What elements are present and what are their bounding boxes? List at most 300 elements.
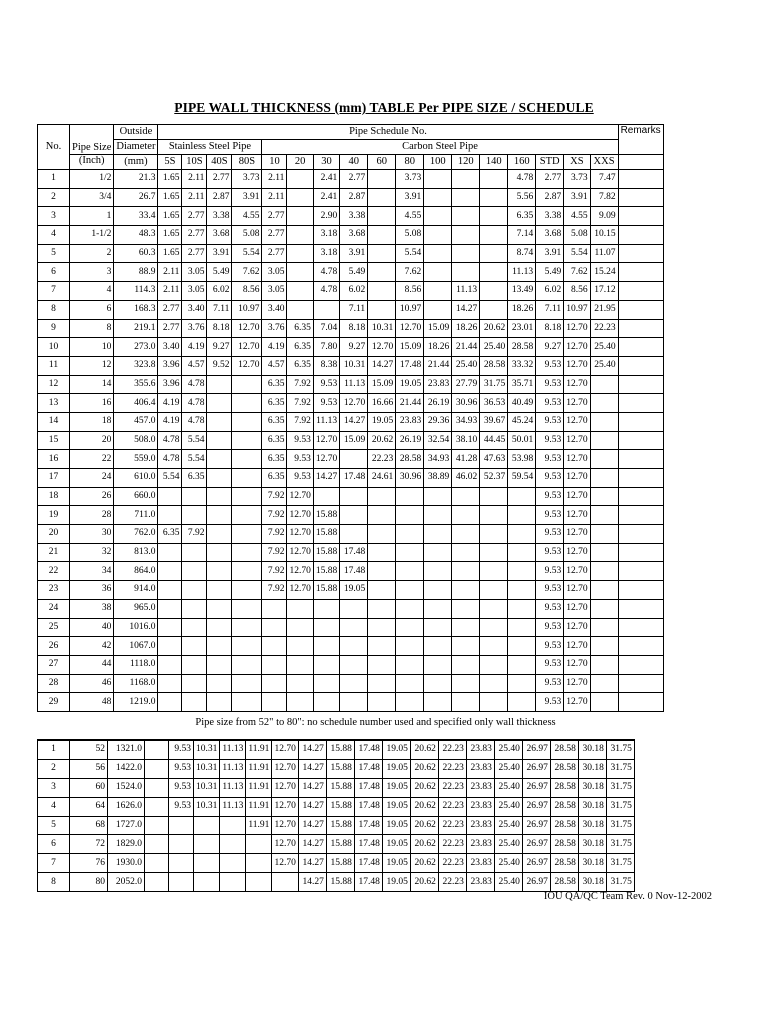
thickness-cell: 12.70 <box>232 356 262 375</box>
thickness-cell: 30.96 <box>396 469 424 488</box>
revision-note: IOU QA/QC Team Rev. 0 Nov-12-2002 <box>543 891 712 902</box>
thickness-cell <box>480 170 508 189</box>
thickness-cell: 15.24 <box>590 263 618 282</box>
thickness-cell <box>232 506 262 525</box>
table-row <box>38 244 664 263</box>
thickness-cell <box>232 599 262 618</box>
thickness-cell: 23.01 <box>508 319 536 338</box>
thickness-cell: 2.87 <box>340 188 368 207</box>
thickness-cell: 7.92 <box>287 394 313 413</box>
thickness-cell <box>158 581 182 600</box>
thickness-cell: 7.92 <box>262 562 287 581</box>
remarks-cell <box>618 356 663 375</box>
thickness-cell: 9.53 <box>313 394 339 413</box>
thickness-cell: 9.53 <box>536 562 564 581</box>
thickness-cell: 22.23 <box>438 835 466 854</box>
thickness-cell <box>207 506 232 525</box>
thickness-cell <box>424 300 452 319</box>
thickness-cell: 7.92 <box>287 412 313 431</box>
table-row <box>38 693 664 712</box>
thickness-cell: 30.18 <box>578 778 606 797</box>
thickness-cell: 14.27 <box>298 740 326 759</box>
thickness-cell: 4.78 <box>313 263 339 282</box>
thickness-cell: 2.77 <box>262 226 287 245</box>
thickness-cell <box>452 655 480 674</box>
thickness-cell <box>452 693 480 712</box>
row-number: 1 <box>38 740 70 759</box>
row-number: 8 <box>38 873 70 892</box>
thickness-cell: 9.53 <box>536 674 564 693</box>
thickness-cell <box>232 543 262 562</box>
thickness-cell <box>368 506 396 525</box>
outside-diameter-cell: 610.0 <box>114 469 158 488</box>
thickness-cell <box>313 618 339 637</box>
thickness-cell: 30.18 <box>578 797 606 816</box>
remarks-cell <box>618 412 663 431</box>
thickness-cell: 2.11 <box>158 282 182 301</box>
thickness-cell: 30.18 <box>578 873 606 892</box>
thickness-cell <box>158 618 182 637</box>
thickness-cell: 12.70 <box>564 543 590 562</box>
thickness-cell <box>424 525 452 544</box>
table-row <box>38 338 664 357</box>
outside-diameter-cell: 457.0 <box>114 412 158 431</box>
thickness-cell: 39.67 <box>480 412 508 431</box>
row-number: 4 <box>38 797 70 816</box>
row-number: 6 <box>38 263 70 282</box>
thickness-cell: 15.88 <box>326 759 354 778</box>
thickness-cell: 2.87 <box>207 188 232 207</box>
thickness-cell: 30.18 <box>578 854 606 873</box>
thickness-cell: 15.88 <box>326 797 354 816</box>
row-number: 23 <box>38 581 70 600</box>
thickness-cell <box>424 693 452 712</box>
thickness-cell: 12.70 <box>287 487 313 506</box>
thickness-cell <box>220 835 246 854</box>
thickness-cell: 10.31 <box>368 319 396 338</box>
thickness-cell <box>590 375 618 394</box>
thickness-cell: 17.48 <box>396 356 424 375</box>
thickness-cell <box>158 487 182 506</box>
thickness-cell: 36.53 <box>480 394 508 413</box>
pipe-size-cell: 42 <box>70 637 114 656</box>
thickness-cell <box>368 543 396 562</box>
thickness-cell: 19.05 <box>382 740 410 759</box>
thickness-cell: 3.68 <box>536 226 564 245</box>
thickness-cell: 26.97 <box>522 759 550 778</box>
thickness-cell <box>262 693 287 712</box>
thickness-cell <box>508 693 536 712</box>
thickness-cell <box>452 263 480 282</box>
thickness-cell <box>287 674 313 693</box>
thickness-cell <box>396 655 424 674</box>
row-number: 3 <box>38 778 70 797</box>
remarks-cell <box>618 599 663 618</box>
separator-note: Pipe size from 52" to 80": no schedule number used and specified only wall thickness <box>195 717 556 728</box>
row-number: 22 <box>38 562 70 581</box>
thickness-cell <box>207 375 232 394</box>
pipe-size-cell: 16 <box>70 394 114 413</box>
thickness-cell: 17.48 <box>340 562 368 581</box>
thickness-cell: 12.70 <box>287 525 313 544</box>
thickness-cell: 17.48 <box>354 854 382 873</box>
thickness-cell: 3.18 <box>313 244 339 263</box>
thickness-cell: 2.77 <box>182 207 207 226</box>
pipe-wall-thickness-table <box>37 124 664 712</box>
thickness-cell: 4.19 <box>182 338 207 357</box>
thickness-cell <box>368 487 396 506</box>
thickness-cell: 27.79 <box>452 375 480 394</box>
row-number: 27 <box>38 655 70 674</box>
thickness-cell <box>480 207 508 226</box>
thickness-cell: 2.11 <box>182 188 207 207</box>
thickness-cell: 14.27 <box>298 797 326 816</box>
thickness-cell: 12.70 <box>564 356 590 375</box>
column-header: STD <box>536 155 564 170</box>
outside-diameter-cell: 26.7 <box>114 188 158 207</box>
thickness-cell: 22.23 <box>590 319 618 338</box>
thickness-cell: 11.07 <box>590 244 618 263</box>
table-row <box>38 599 664 618</box>
thickness-cell <box>207 469 232 488</box>
thickness-cell: 3.68 <box>207 226 232 245</box>
table-row <box>38 759 635 778</box>
outside-diameter-cell: 33.4 <box>114 207 158 226</box>
column-header: 80S <box>232 155 262 170</box>
thickness-cell <box>508 599 536 618</box>
thickness-cell: 19.05 <box>382 778 410 797</box>
thickness-cell <box>194 835 220 854</box>
thickness-cell: 9.53 <box>536 618 564 637</box>
thickness-cell: 12.70 <box>564 581 590 600</box>
thickness-cell: 6.35 <box>262 394 287 413</box>
column-header: 5S <box>158 155 182 170</box>
thickness-cell: 23.83 <box>466 797 494 816</box>
thickness-cell: 1.65 <box>158 170 182 189</box>
thickness-cell: 12.70 <box>564 375 590 394</box>
pipe-size-cell: 76 <box>70 854 108 873</box>
row-number: 1 <box>38 170 70 189</box>
thickness-cell <box>207 543 232 562</box>
thickness-cell: 9.53 <box>169 778 194 797</box>
thickness-cell: 40.49 <box>508 394 536 413</box>
thickness-cell: 3.91 <box>340 244 368 263</box>
thickness-cell <box>424 207 452 226</box>
thickness-cell: 12.70 <box>272 816 298 835</box>
thickness-cell <box>232 693 262 712</box>
thickness-cell: 11.91 <box>246 759 272 778</box>
table-row <box>38 835 635 854</box>
thickness-cell: 26.97 <box>522 835 550 854</box>
thickness-cell: 12.70 <box>564 693 590 712</box>
thickness-cell <box>368 674 396 693</box>
thickness-cell: 12.70 <box>564 319 590 338</box>
thickness-cell: 9.53 <box>536 543 564 562</box>
thickness-cell <box>158 506 182 525</box>
thickness-cell: 26.97 <box>522 740 550 759</box>
thickness-cell <box>396 581 424 600</box>
row-number: 5 <box>38 244 70 263</box>
outside-diameter-cell: 60.3 <box>114 244 158 263</box>
thickness-cell <box>590 693 618 712</box>
thickness-cell <box>396 525 424 544</box>
thickness-cell <box>287 263 313 282</box>
thickness-cell: 22.23 <box>438 816 466 835</box>
thickness-cell <box>232 581 262 600</box>
thickness-cell <box>368 655 396 674</box>
pipe-size-cell: 68 <box>70 816 108 835</box>
thickness-cell: 29.36 <box>424 412 452 431</box>
remarks-cell <box>618 637 663 656</box>
thickness-cell: 11.13 <box>220 740 246 759</box>
thickness-cell <box>287 170 313 189</box>
thickness-cell <box>194 854 220 873</box>
row-number: 28 <box>38 674 70 693</box>
thickness-cell: 3.40 <box>158 338 182 357</box>
outside-diameter-cell: 323.8 <box>114 356 158 375</box>
thickness-cell: 9.27 <box>207 338 232 357</box>
thickness-cell: 4.78 <box>182 394 207 413</box>
thickness-cell: 2.90 <box>313 207 339 226</box>
thickness-cell: 17.48 <box>354 873 382 892</box>
thickness-cell: 20.62 <box>410 759 438 778</box>
thickness-cell: 28.58 <box>550 854 578 873</box>
thickness-cell: 12.70 <box>564 394 590 413</box>
thickness-cell <box>232 450 262 469</box>
thickness-cell: 4.55 <box>396 207 424 226</box>
thickness-cell <box>232 375 262 394</box>
thickness-cell: 23.83 <box>396 412 424 431</box>
thickness-cell <box>590 450 618 469</box>
thickness-cell: 16.66 <box>368 394 396 413</box>
thickness-cell: 10.97 <box>232 300 262 319</box>
remarks-cell <box>618 543 663 562</box>
thickness-cell <box>340 655 368 674</box>
thickness-cell <box>508 581 536 600</box>
thickness-cell <box>452 226 480 245</box>
thickness-cell: 26.19 <box>396 431 424 450</box>
thickness-cell <box>424 263 452 282</box>
thickness-cell <box>424 282 452 301</box>
thickness-cell <box>480 226 508 245</box>
thickness-cell: 34.93 <box>452 412 480 431</box>
thickness-cell: 9.53 <box>536 469 564 488</box>
table-row <box>38 170 664 189</box>
thickness-cell <box>480 599 508 618</box>
thickness-cell <box>508 562 536 581</box>
column-header: 100 <box>424 155 452 170</box>
thickness-cell: 46.02 <box>452 469 480 488</box>
thickness-cell: 10.97 <box>564 300 590 319</box>
thickness-cell: 15.88 <box>326 854 354 873</box>
thickness-cell: 22.23 <box>438 778 466 797</box>
thickness-cell: 4.19 <box>262 338 287 357</box>
row-number: 4 <box>38 226 70 245</box>
thickness-cell: 41.28 <box>452 450 480 469</box>
thickness-cell: 9.53 <box>536 655 564 674</box>
thickness-cell <box>287 637 313 656</box>
thickness-cell: 10.31 <box>194 797 220 816</box>
thickness-cell: 3.76 <box>182 319 207 338</box>
thickness-cell: 11.13 <box>452 282 480 301</box>
outside-diameter-cell: 1930.0 <box>108 854 145 873</box>
thickness-cell: 52.37 <box>480 469 508 488</box>
thickness-cell: 5.54 <box>232 244 262 263</box>
thickness-cell <box>169 873 194 892</box>
pipe-size-cell: 1 <box>70 207 114 226</box>
thickness-cell <box>287 300 313 319</box>
remarks-cell <box>618 655 663 674</box>
thickness-cell <box>480 263 508 282</box>
thickness-cell: 6.02 <box>207 282 232 301</box>
thickness-cell: 2.77 <box>262 207 287 226</box>
thickness-cell: 11.13 <box>340 375 368 394</box>
thickness-cell <box>145 778 169 797</box>
remarks-cell <box>618 244 663 263</box>
thickness-cell: 17.48 <box>354 816 382 835</box>
thickness-cell <box>158 674 182 693</box>
thickness-cell: 9.53 <box>536 375 564 394</box>
thickness-cell <box>396 562 424 581</box>
thickness-cell: 12.70 <box>232 338 262 357</box>
table-row <box>38 525 664 544</box>
thickness-cell: 20.62 <box>410 873 438 892</box>
thickness-cell <box>232 655 262 674</box>
thickness-cell <box>158 543 182 562</box>
outside-diameter-cell: 21.3 <box>114 170 158 189</box>
thickness-cell: 25.40 <box>480 338 508 357</box>
pipe-size-cell: 56 <box>70 759 108 778</box>
thickness-cell: 17.48 <box>354 740 382 759</box>
thickness-cell: 6.35 <box>262 375 287 394</box>
thickness-cell <box>396 674 424 693</box>
pipe-size-cell: 32 <box>70 543 114 562</box>
thickness-cell <box>590 394 618 413</box>
thickness-cell: 4.57 <box>262 356 287 375</box>
thickness-cell <box>368 525 396 544</box>
pipe-size-cell: 14 <box>70 375 114 394</box>
outside-diameter-cell: 711.0 <box>114 506 158 525</box>
thickness-cell <box>396 637 424 656</box>
thickness-cell: 2.77 <box>536 170 564 189</box>
thickness-cell: 25.40 <box>590 338 618 357</box>
thickness-cell: 11.13 <box>220 797 246 816</box>
table-row <box>38 854 635 873</box>
thickness-cell: 7.92 <box>262 581 287 600</box>
pipe-size-cell: 8 <box>70 319 114 338</box>
thickness-cell: 2.77 <box>182 226 207 245</box>
thickness-cell <box>452 543 480 562</box>
thickness-cell <box>508 506 536 525</box>
thickness-cell: 21.95 <box>590 300 618 319</box>
thickness-cell <box>287 618 313 637</box>
header-remarks: Remarks <box>618 125 663 155</box>
thickness-cell: 3.73 <box>564 170 590 189</box>
thickness-cell: 20.62 <box>410 778 438 797</box>
thickness-cell: 20.62 <box>368 431 396 450</box>
pipe-size-cell: 24 <box>70 469 114 488</box>
thickness-cell <box>145 797 169 816</box>
header-mm: (mm) <box>114 155 158 170</box>
remarks-cell <box>618 450 663 469</box>
row-number: 6 <box>38 835 70 854</box>
thickness-cell: 15.88 <box>326 873 354 892</box>
table-row <box>38 263 664 282</box>
thickness-cell: 28.58 <box>550 835 578 854</box>
thickness-cell <box>396 487 424 506</box>
thickness-cell <box>287 244 313 263</box>
thickness-cell: 9.27 <box>536 338 564 357</box>
thickness-cell <box>368 188 396 207</box>
thickness-cell <box>207 431 232 450</box>
outside-diameter-cell: 660.0 <box>114 487 158 506</box>
thickness-cell: 25.40 <box>494 759 522 778</box>
thickness-cell: 23.83 <box>424 375 452 394</box>
thickness-cell <box>207 599 232 618</box>
thickness-cell <box>424 674 452 693</box>
row-number: 13 <box>38 394 70 413</box>
thickness-cell: 53.98 <box>508 450 536 469</box>
thickness-cell <box>207 693 232 712</box>
thickness-cell: 12.70 <box>564 487 590 506</box>
page-title: PIPE WALL THICKNESS (mm) TABLE Per PIPE SIZE / SCHEDULE <box>174 100 594 115</box>
thickness-cell <box>194 816 220 835</box>
thickness-cell <box>508 487 536 506</box>
thickness-cell: 6.35 <box>182 469 207 488</box>
remarks-cell <box>618 581 663 600</box>
thickness-cell: 14.27 <box>298 873 326 892</box>
row-number: 12 <box>38 375 70 394</box>
remarks-cell <box>618 282 663 301</box>
thickness-cell: 5.08 <box>396 226 424 245</box>
thickness-cell: 8.18 <box>207 319 232 338</box>
column-header: 40 <box>340 155 368 170</box>
thickness-cell: 12.70 <box>272 740 298 759</box>
thickness-cell: 4.78 <box>158 431 182 450</box>
thickness-cell: 12.70 <box>564 525 590 544</box>
thickness-cell <box>182 581 207 600</box>
table-row <box>38 740 635 759</box>
thickness-cell <box>313 674 339 693</box>
thickness-cell <box>182 599 207 618</box>
thickness-cell <box>590 525 618 544</box>
thickness-cell <box>480 487 508 506</box>
thickness-cell: 3.40 <box>262 300 287 319</box>
outside-diameter-cell: 355.6 <box>114 375 158 394</box>
thickness-cell: 10.31 <box>194 740 220 759</box>
thickness-cell <box>368 599 396 618</box>
table-row <box>38 469 664 488</box>
pipe-size-cell: 72 <box>70 835 108 854</box>
thickness-cell <box>452 581 480 600</box>
thickness-cell: 44.45 <box>480 431 508 450</box>
thickness-cell: 7.62 <box>564 263 590 282</box>
row-number: 7 <box>38 282 70 301</box>
thickness-cell <box>590 637 618 656</box>
thickness-cell: 3.40 <box>182 300 207 319</box>
table-row <box>38 543 664 562</box>
header-pipe-size-unit: (Inch) <box>70 155 114 170</box>
thickness-cell: 19.05 <box>340 581 368 600</box>
thickness-cell <box>287 226 313 245</box>
column-header: 10 <box>262 155 287 170</box>
thickness-cell: 10.31 <box>340 356 368 375</box>
outside-diameter-cell: 1524.0 <box>108 778 145 797</box>
column-header: 120 <box>452 155 480 170</box>
thickness-cell <box>287 693 313 712</box>
thickness-cell: 12.70 <box>272 797 298 816</box>
thickness-cell <box>480 581 508 600</box>
